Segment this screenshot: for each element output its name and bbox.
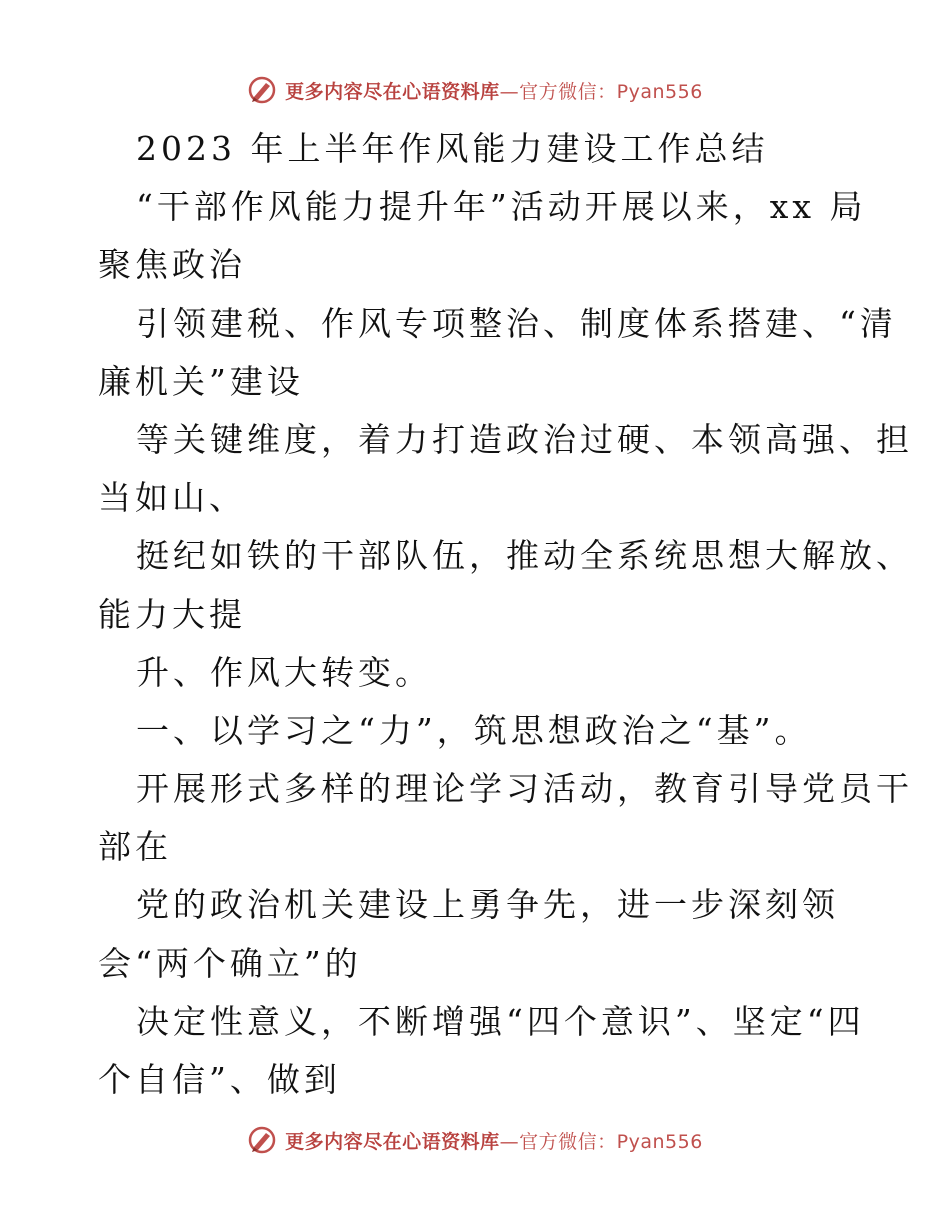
text-line: 等关键维度，着力打造政治过硬、本领高强、担 [136, 419, 913, 459]
text-line: 会“两个确立”的 [98, 943, 362, 983]
text-line: 当如山、 [98, 478, 246, 518]
text-line: 廉机关”建设 [98, 361, 304, 401]
pen-logo-icon [247, 1125, 277, 1155]
document-title: 2023 年上半年作风能力建设工作总结 [136, 129, 769, 168]
text-line: 升、作风大转变。 [136, 652, 432, 692]
header-watermark-banner [0, 70, 950, 110]
text-line: 能力大提 [98, 594, 246, 634]
text-line: 个自信”、做到 [98, 1060, 341, 1099]
text-line: 党的政治机关建设上勇争先，进一步深刻领 [136, 885, 839, 925]
footer-watermark-banner [0, 1120, 950, 1160]
text-line: 聚焦政治 [98, 245, 246, 285]
watermark-text: 更多内容尽在心语资料库—官方微信：Pyan556 [285, 80, 703, 103]
section-heading: 一、以学习之“力”，筑思想政治之“基”。 [136, 710, 812, 750]
watermark-text: 更多内容尽在心语资料库—官方微信：Pyan556 [285, 1130, 703, 1153]
pen-logo-icon [247, 75, 277, 105]
text-line: 引领建税、作风专项整治、制度体系搭建、“清 [136, 303, 897, 343]
text-line: 开展形式多样的理论学习活动，教育引导党员干 [136, 769, 913, 809]
text-line: 部在 [98, 827, 172, 867]
text-line: 决定性意义，不断增强“四个意识”、坚定“四 [136, 1001, 865, 1041]
text-line: “干部作风能力提升年”活动开展以来，xx 局 [136, 187, 867, 227]
document-body [98, 120, 913, 1109]
text-line: 挺纪如铁的干部队伍，推动全系统思想大解放、 [136, 536, 913, 576]
